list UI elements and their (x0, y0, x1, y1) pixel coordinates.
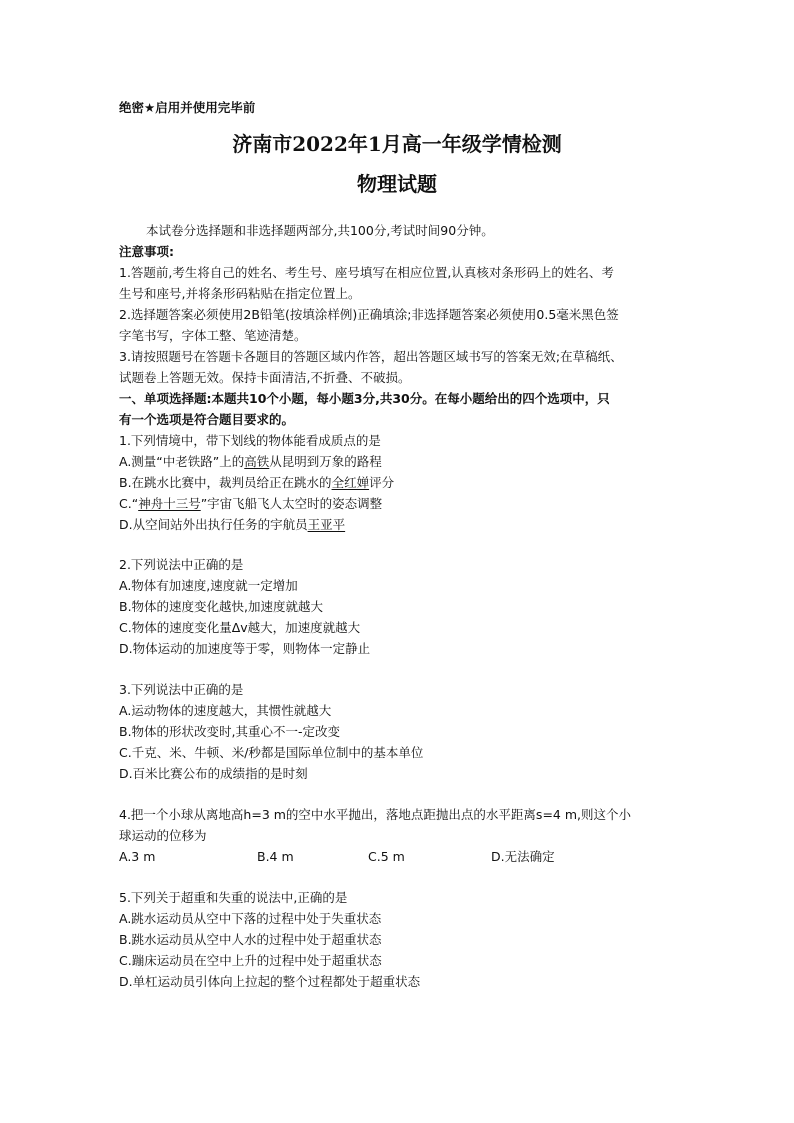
question-4-stem: 4.把一个小球从离地高h=3 m的空中水平抛出，落地点距抛出点的水平距离s=4 m,则这个小 (119, 807, 631, 822)
option-text: ”宇宙飞船飞人太空时的姿态调整 (200, 496, 383, 511)
question-2-option-d: D.物体运动的加速度等于零，则物体一定静止 (119, 641, 371, 656)
section-1-heading-cont: 有一个选项是符合题目要求的。 (119, 412, 295, 427)
question-3-stem: 3.下列说法中正确的是 (119, 682, 244, 697)
option-text: C.“ (119, 496, 139, 511)
question-5-option-c: C.蹦床运动员在空中上升的过程中处于超重状态 (119, 953, 382, 968)
question-3-option-a: A.运动物体的速度越大，其惯性就越大 (119, 703, 332, 718)
question-2-option-a: A.物体有加速度,速度就一定增加 (119, 578, 298, 593)
exam-subtitle: 物理试题 (357, 172, 437, 196)
underlined-object: 全红婵 (331, 475, 370, 490)
question-5-option-a: A.跳水运动员从空中下落的过程中处于失重状态 (119, 911, 382, 926)
confidential-label: 绝密★启用并使用完毕前 (119, 100, 256, 115)
exam-title: 济南市2022年1月高一年级学情检测 (232, 132, 562, 156)
note-2-line-2: 字笔书写，字体工整、笔迹清楚。 (119, 328, 307, 343)
note-3-line-2: 试题卷上答题无效。保持卡面清洁,不折叠、不破损。 (119, 370, 411, 385)
question-1-option-a (119, 454, 382, 470)
question-3-option-c: C.千克、米、牛顿、米/秒都是国际单位制中的基本单位 (119, 745, 424, 760)
question-5-stem: 5.下列关于超重和失重的说法中,正确的是 (119, 890, 348, 905)
section-1-heading: 一、单项选择题:本题共10个小题，每小题3分,共30分。在每小题给出的四个选项中，只 (119, 391, 610, 406)
question-4-option-c: C.5 m (368, 849, 405, 864)
question-1-option-b (119, 475, 394, 491)
question-2-stem: 2.下列说法中正确的是 (119, 557, 244, 572)
underlined-object: 高铁 (244, 454, 270, 469)
note-1-line-1: 1.答题前,考生将自己的姓名、考生号、座号填写在相应位置,认真核对条形码上的姓名、考 (119, 265, 614, 280)
question-4-stem-cont: 球运动的位移为 (119, 828, 207, 843)
note-2-line-1: 2.选择题答案必须使用2B铅笔(按填涂样例)正确填涂;非选择题答案必须使用0.5毫米黑色签 (119, 307, 619, 322)
option-text: 评分 (369, 475, 395, 490)
note-1-line-2: 生号和座号,并将条形码粘贴在指定位置上。 (119, 286, 361, 301)
question-4-option-a: A.3 m (119, 849, 156, 864)
question-2-option-b: B.物体的速度变化越快,加速度就越大 (119, 599, 324, 614)
question-5-option-d: D.单杠运动员引体向上拉起的整个过程都处于超重状态 (119, 974, 421, 989)
underlined-object: 王亚平 (307, 517, 346, 532)
option-text: B.在跳水比赛中，裁判员给正在跳水的 (119, 475, 332, 490)
question-5-option-b: B.跳水运动员从空中人水的过程中处于超重状态 (119, 932, 382, 947)
question-3-option-b: B.物体的形状改变时,其重心不一-定改变 (119, 724, 341, 739)
option-text: A.测量“中老铁路”上的 (119, 454, 245, 469)
note-3-line-1: 3.请按照题号在答题卡各题目的答题区域内作答，超出答题区域书写的答案无效;在草稿纸、 (119, 349, 623, 364)
question-1-option-c (119, 496, 382, 512)
question-4-option-b: B.4 m (257, 849, 294, 864)
question-1-option-d (119, 517, 345, 533)
question-3-option-d: D.百米比赛公布的成绩指的是时刻 (119, 766, 308, 781)
intro-text: 本试卷分选择题和非选择题两部分,共100分,考试时间90分钟。 (146, 223, 494, 238)
question-2-option-c: C.物体的速度变化量Δv越大，加速度就越大 (119, 620, 361, 635)
option-text: 从昆明到万象的路程 (269, 454, 382, 469)
question-1-stem: 1.下列情境中，带下划线的物体能看成质点的是 (119, 433, 381, 448)
notes-heading: 注意事项: (119, 244, 174, 259)
option-text: D.从空间站外出执行任务的宇航员 (119, 517, 308, 532)
question-4-option-d: D.无法确定 (491, 849, 555, 864)
underlined-object: 神舟十三号 (138, 496, 201, 511)
